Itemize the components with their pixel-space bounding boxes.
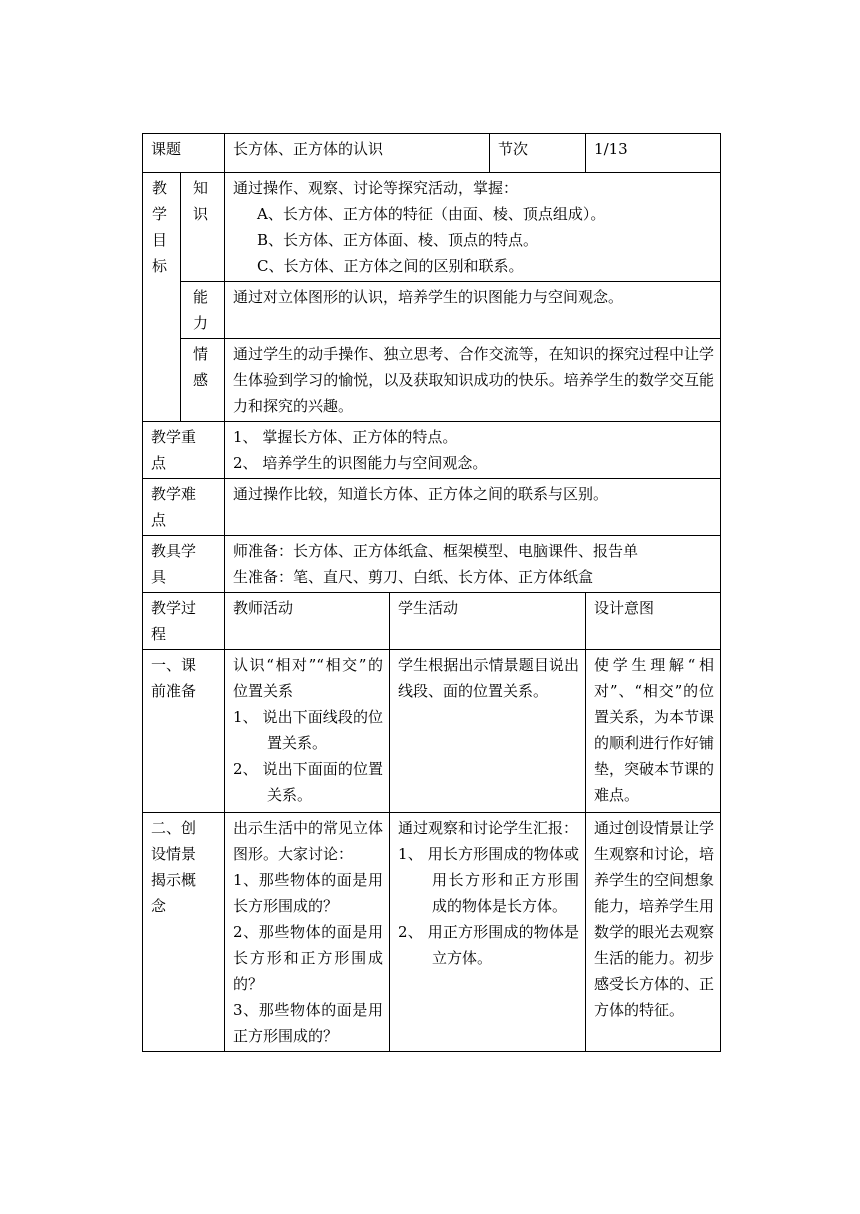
key-point-1: 1、 掌握长方体、正方体的特点。: [233, 428, 458, 446]
stage-1-label: 一、课前准备: [143, 650, 225, 813]
lesson-plan-table: [142, 133, 721, 1052]
header-row: [143, 134, 721, 173]
stage-2-label: 二、创设情景揭示概念: [143, 813, 225, 1052]
stage-2-student: [390, 813, 586, 1052]
stage-1-design: 使学生理解“相对”、“相交”的位置关系，为本节课的顺利进行作好铺垫，突破本节课的难点。: [586, 650, 721, 813]
period-value: 1/13: [586, 134, 721, 173]
difficulties-content: 通过操作比较，知道长方体、正方体之间的联系与区别。: [225, 479, 721, 536]
stage-2-teacher: [225, 813, 390, 1052]
key-points-label: 教学重点: [143, 422, 225, 479]
knowledge-line-1: 通过操作、观察、讨论等探究活动，掌握：: [233, 179, 519, 197]
period-label: 节次: [490, 134, 586, 173]
stage-row: [143, 650, 721, 813]
goal-knowledge-row: [143, 173, 721, 282]
topic-value: 长方体、正方体的认识: [225, 134, 490, 173]
stage-2-student-intro: 通过观察和讨论学生汇报：: [398, 819, 579, 837]
goal-emotion-row: [143, 339, 721, 422]
stage-2-teacher-item: 2、那些物体的面是用长方形和正方形围成的？: [233, 923, 384, 993]
topic-label: 课题: [143, 134, 225, 173]
stage-1-teacher-item: 2、 说出下面面的位置关系。: [233, 760, 384, 804]
knowledge-label: 知识: [181, 173, 225, 282]
goal-ability-row: [143, 282, 721, 339]
tools-teacher: 师准备：长方体、正方体纸盒、框架模型、电脑课件、报告单: [233, 542, 639, 560]
process-header-row: [143, 593, 721, 650]
stage-2-teacher-item: 1、那些物体的面是用长方形围成的？: [233, 871, 384, 915]
col-design-header: 设计意图: [586, 593, 721, 650]
stage-2-design: 通过创设情景让学生观察和讨论，培养学生的空间想象能力，培养学生用数学的眼光去观察生活的能力。初步感受长方体的、正方体的特征。: [586, 813, 721, 1052]
stage-1-teacher: [225, 650, 390, 813]
process-label: 教学过程: [143, 593, 225, 650]
stage-2-student-item: 1、 用长方形围成的物体或用长方形和正方形围成的物体是长方体。: [398, 845, 580, 915]
knowledge-content: [225, 173, 721, 282]
tools-row: [143, 536, 721, 593]
stage-2-teacher-intro: 出示生活中的常见立体图形。大家讨论：: [233, 819, 384, 863]
tools-content: [225, 536, 721, 593]
stage-row: [143, 813, 721, 1052]
key-points-content: [225, 422, 721, 479]
emotion-content: 通过学生的动手操作、独立思考、合作交流等，在知识的探究过程中让学生体验到学习的愉悦，以及获取知识成功的快乐。培养学生的数学交互能力和探究的兴趣。: [225, 339, 721, 422]
stage-1-teacher-intro: 认识“相对”“相交”的位置关系: [233, 656, 384, 700]
key-points-row: [143, 422, 721, 479]
knowledge-line-4: C、长方体、正方体之间的区别和联系。: [257, 257, 524, 275]
key-point-2: 2、 培养学生的识图能力与空间观念。: [233, 454, 488, 472]
ability-label: 能力: [181, 282, 225, 339]
stage-1-teacher-item: 1、 说出下面线段的位置关系。: [233, 708, 384, 752]
difficulties-label: 教学难点: [143, 479, 225, 536]
stage-2-teacher-item: 3、那些物体的面是用正方形围成的？: [233, 1001, 384, 1045]
knowledge-line-3: B、长方体、正方体面、棱、顶点的特点。: [257, 231, 539, 249]
stage-1-student: 学生根据出示情景题目说出线段、面的位置关系。: [390, 650, 586, 813]
difficulties-row: [143, 479, 721, 536]
ability-content: 通过对立体图形的认识，培养学生的识图能力与空间观念。: [225, 282, 721, 339]
goals-label: 教学目标: [143, 173, 181, 422]
tools-student: 生准备：笔、直尺、剪刀、白纸、长方体、正方体纸盒: [233, 568, 594, 586]
tools-label: 教具学具: [143, 536, 225, 593]
col-student-header: 学生活动: [390, 593, 586, 650]
stage-2-student-item: 2、 用正方形围成的物体是立方体。: [398, 923, 580, 967]
lesson-plan-sheet: [142, 133, 720, 1052]
knowledge-line-2: A、长方体、正方体的特征（由面、棱、顶点组成）。: [257, 205, 606, 223]
col-teacher-header: 教师活动: [225, 593, 390, 650]
emotion-label: 情感: [181, 339, 225, 422]
